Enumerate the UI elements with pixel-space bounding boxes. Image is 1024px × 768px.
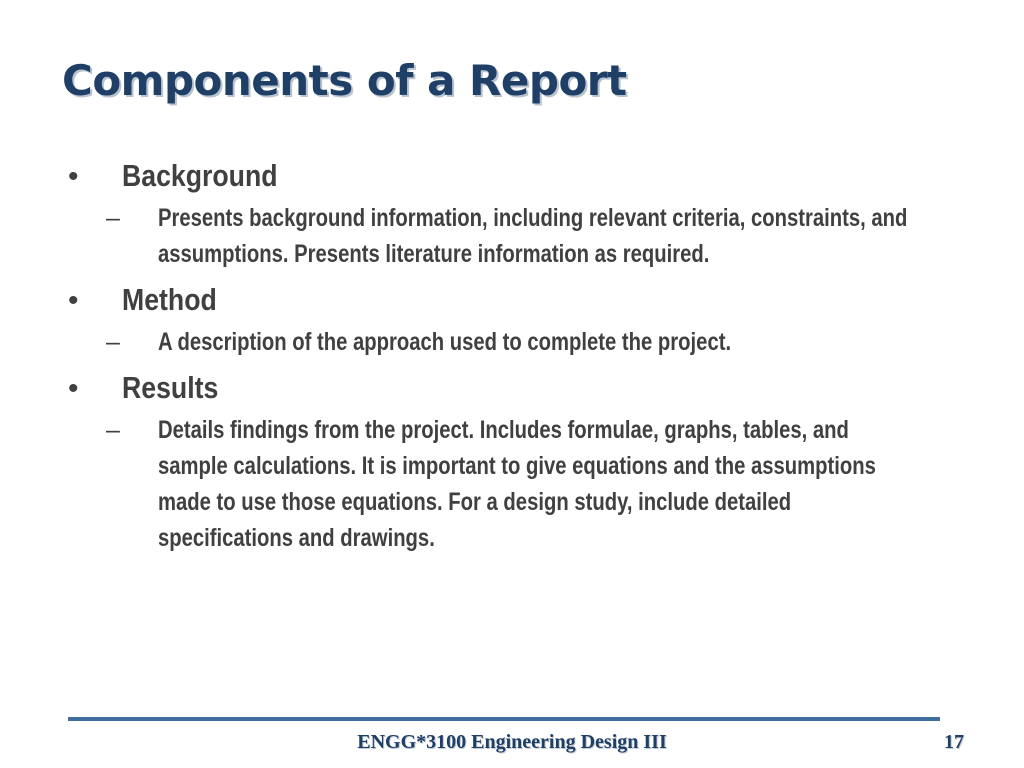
footer-course-title: ENGG*3100 Engineering Design III [357, 731, 667, 753]
bullet-heading: Method [122, 282, 217, 317]
page-number: 17 [944, 731, 964, 753]
sub-bullet-marker: – [106, 328, 120, 356]
bullet-method [68, 282, 988, 318]
bullet-results [68, 370, 988, 406]
bullet-marker: • [68, 372, 79, 405]
sub-bullet-marker: – [106, 416, 120, 444]
sub-bullet-text: Presents background information, including relevant criteria, constraints, and assumptions. Presents literature information as required. [158, 204, 908, 268]
bullet-marker: • [68, 160, 79, 193]
sub-bullet-marker: – [106, 204, 120, 232]
sub-bullet-text: Details findings from the project. Includes formulae, graphs, tables, and sample calculations. It is important to give equations and the assumptions made to use those equations. For a design study, include detailed specifications and drawings. [158, 416, 876, 552]
sub-bullet-background [68, 200, 988, 272]
bullet-heading: Background [122, 158, 278, 193]
sub-bullet-text: A description of the approach used to complete the project. [158, 328, 732, 356]
slide-title: Components of a Report [62, 56, 627, 105]
sub-bullet-results [68, 412, 988, 556]
bullet-heading: Results [122, 370, 219, 405]
bullet-background [68, 158, 988, 194]
bullet-list [68, 158, 988, 556]
bullet-marker: • [68, 284, 79, 317]
footer-divider [68, 717, 940, 721]
sub-bullet-method [68, 324, 988, 360]
